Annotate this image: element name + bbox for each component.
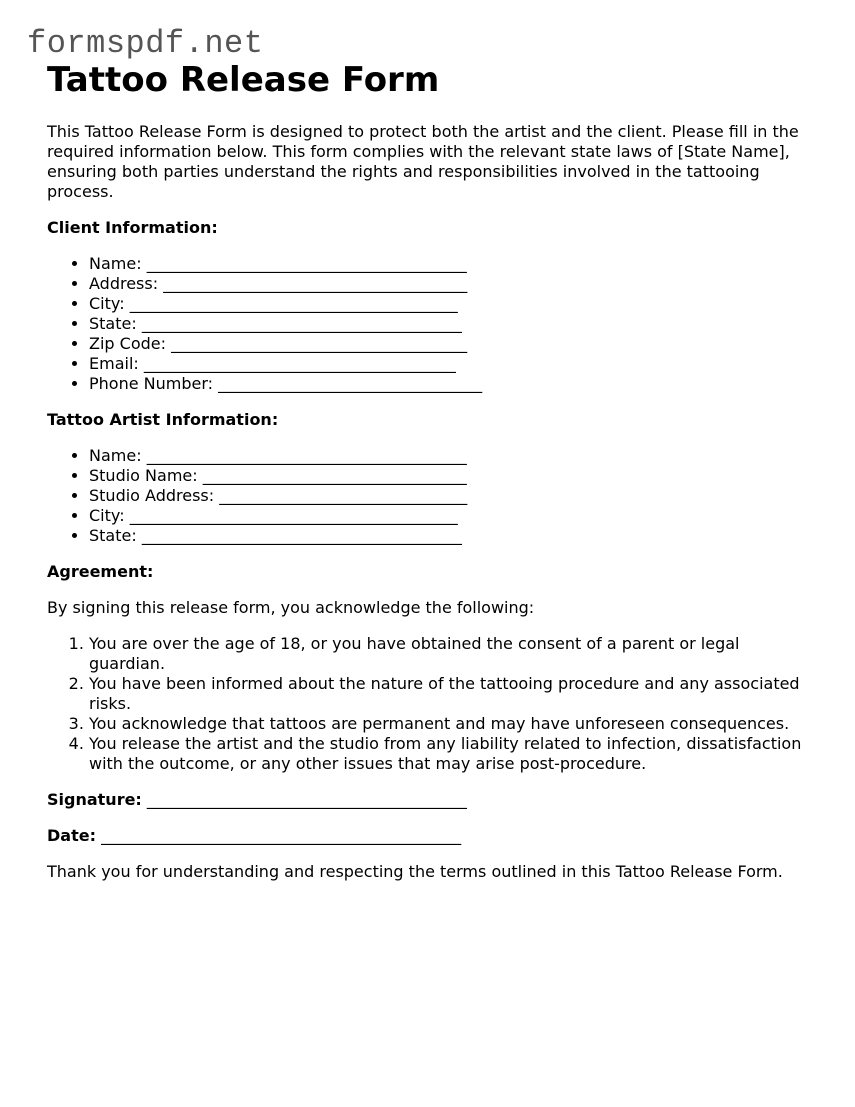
term-item: 2. You have been informed about the nature of the tattooing procedure and any associated risks. [89,674,807,714]
artist-info-list [47,446,807,546]
field-label: City: [89,294,125,313]
signature-blank-line[interactable]: ________________________________________ [146,790,467,809]
term-item: 1. You are over the age of 18, or you have obtained the consent of a parent or legal guardian. [89,634,807,674]
date-label: Date: [47,826,96,845]
field-label: Address: [89,274,159,293]
blank-line[interactable]: _________________________________ [202,466,467,485]
blank-line[interactable]: ______________________________________ [163,274,468,293]
artist-state-field[interactable] [89,526,807,546]
blank-line[interactable]: _________________________________ [218,374,483,393]
field-label: Studio Name: [89,466,198,485]
field-label: State: [89,314,137,333]
studio-address-field[interactable] [89,486,807,506]
client-state-field[interactable] [89,314,807,334]
artist-info-heading: Tattoo Artist Information: [47,410,279,429]
client-zip-field[interactable] [89,334,807,354]
field-label: Zip Code: [89,334,166,353]
client-info-list [47,254,807,394]
intro-paragraph: This Tattoo Release Form is designed to protect both the artist and the client. Please fill in the required information below. This form complies with the relevant state laws of [State Name], ensuring both parties understand the rights and responsibilities involved in the tattooing process. [47,122,799,201]
blank-line[interactable]: _______________________________ [219,486,468,505]
blank-line[interactable]: ________________________________________ [146,446,467,465]
form-body [47,122,807,898]
field-label: State: [89,526,137,545]
agreement-terms-list [47,634,807,774]
term-item: 4. You release the artist and the studio from any liability related to infection, dissatisfaction with the outcome, or any other issues that may arise post-procedure. [89,734,807,774]
date-blank-line[interactable]: _____________________________________________ [101,826,462,845]
field-label: City: [89,506,125,525]
client-address-field[interactable] [89,274,807,294]
client-phone-field[interactable] [89,374,807,394]
signature-label: Signature: [47,790,142,809]
blank-line[interactable]: _________________________________________ [129,294,458,313]
closing-paragraph: Thank you for understanding and respecting the terms outlined in this Tattoo Release Form. [47,862,783,881]
term-item: 3. You acknowledge that tattoos are permanent and may have unforeseen consequences. [89,714,807,734]
field-label: Name: [89,254,142,273]
field-label: Phone Number: [89,374,214,393]
date-field[interactable] [47,826,807,846]
blank-line[interactable]: _________________________________________ [129,506,458,525]
site-watermark: formspdf.net [27,25,264,62]
artist-city-field[interactable] [89,506,807,526]
client-city-field[interactable] [89,294,807,314]
blank-line[interactable]: ________________________________________ [141,314,462,333]
signature-field[interactable] [47,790,807,810]
client-name-field[interactable] [89,254,807,274]
field-label: Name: [89,446,142,465]
client-email-field[interactable] [89,354,807,374]
agreement-heading: Agreement: [47,562,154,581]
studio-name-field[interactable] [89,466,807,486]
field-label: Studio Address: [89,486,215,505]
blank-line[interactable]: ________________________________________ [146,254,467,273]
field-label: Email: [89,354,139,373]
page-title: Tattoo Release Form [47,60,440,100]
blank-line[interactable]: _____________________________________ [171,334,468,353]
agreement-lead: By signing this release form, you acknowledge the following: [47,598,535,617]
blank-line[interactable]: _______________________________________ [143,354,456,373]
artist-name-field[interactable] [89,446,807,466]
blank-line[interactable]: ________________________________________ [141,526,462,545]
client-info-heading: Client Information: [47,218,218,237]
